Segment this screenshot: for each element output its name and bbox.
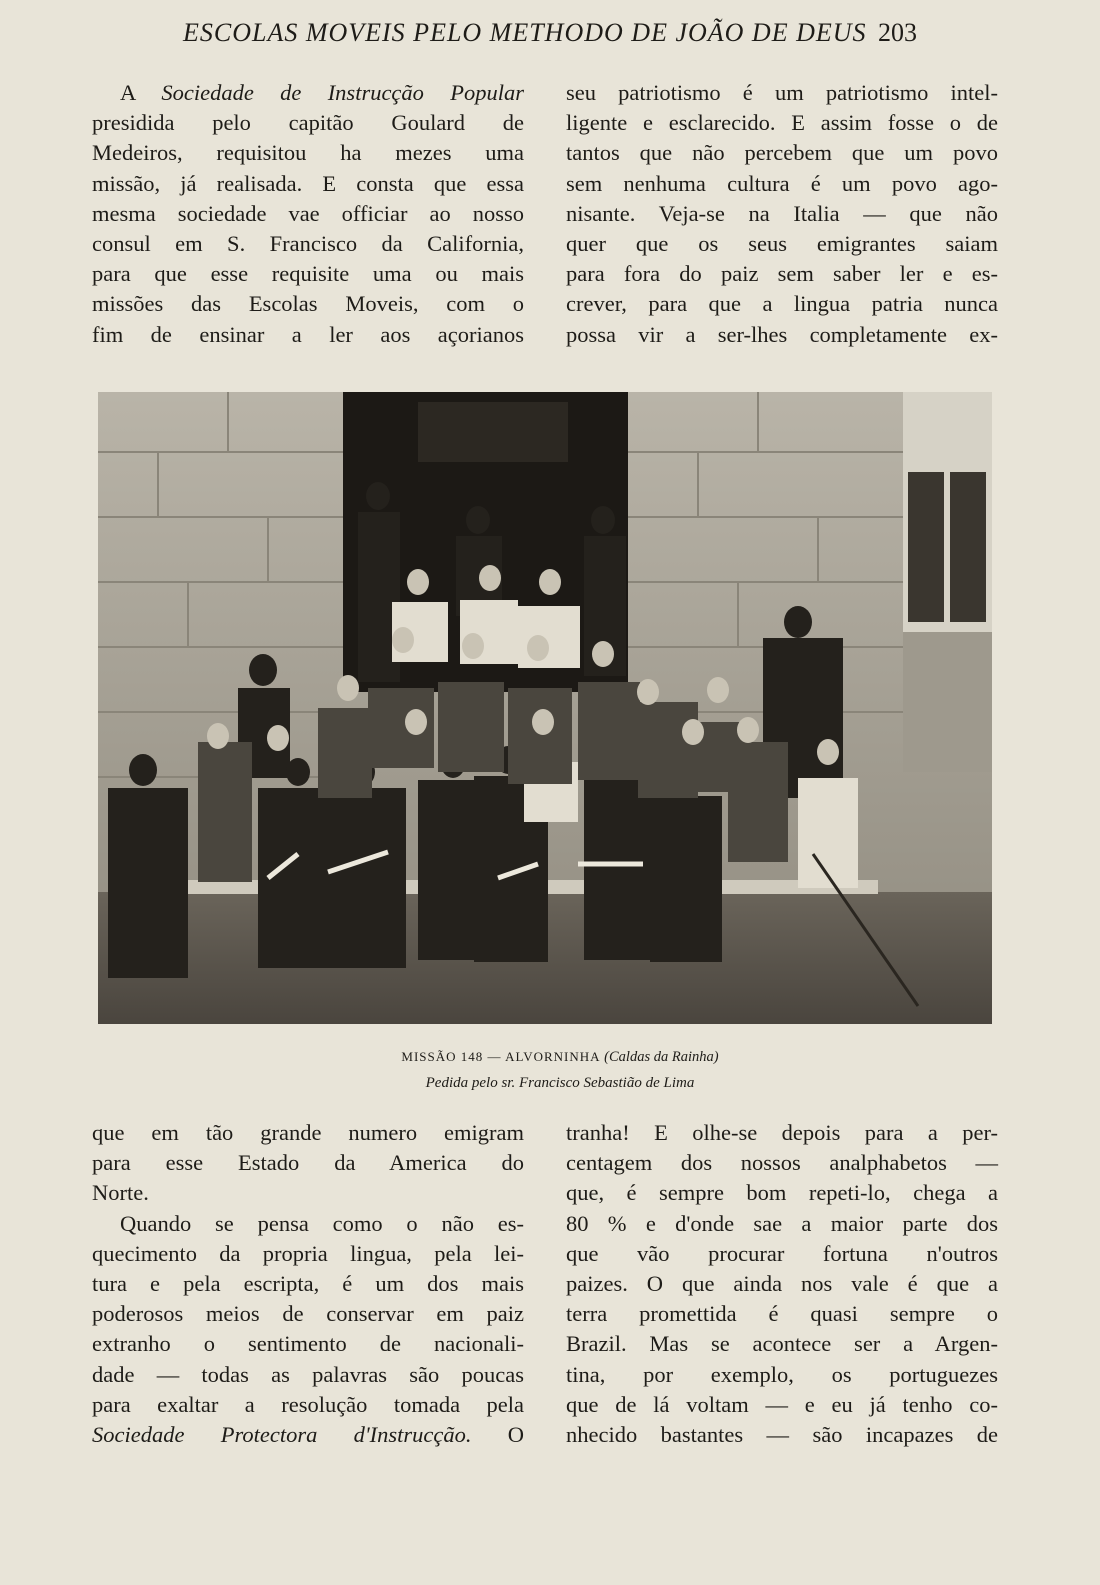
paragraph-line: seu patriotismo é um patriotismo intel- <box>566 80 998 105</box>
paragraph-line: dade — todas as palavras são poucas <box>92 1361 524 1387</box>
paragraph-line <box>92 78 524 108</box>
paragraph-line: que, é sempre bom repeti-lo, chega a <box>566 1180 998 1206</box>
paragraph-line: que de lá voltam — e eu já tenho co- <box>566 1391 998 1417</box>
paragraph-line: ligente e esclarecido. E assim fosse o de <box>566 110 998 136</box>
paragraph-line: missão, já realisada. E consta que essa <box>92 170 524 196</box>
running-header <box>90 18 1010 58</box>
paragraph-line: crever, para que a lingua patria nunca <box>566 291 998 317</box>
paragraph-line: poderosos meios de conservar em paiz <box>92 1301 524 1327</box>
paragraph-line <box>92 1420 524 1450</box>
paragraph-line: possa vir a ser-lhes completamente ex- <box>566 321 998 347</box>
paragraph-line: extranho o sentimento de nacionali- <box>92 1331 524 1357</box>
column-top-right <box>566 78 998 350</box>
group-photo-icon <box>98 392 992 1024</box>
paragraph-line: que em tão grande numero emigram <box>92 1120 524 1145</box>
page-number: 203 <box>878 18 918 47</box>
paragraph-line: tura e pela escripta, é um dos mais <box>92 1271 524 1297</box>
paragraph-line: nhecido bastantes — são incapazes de <box>566 1422 998 1448</box>
paragraph-line: tina, por exemplo, os portuguezes <box>566 1361 998 1387</box>
column-bottom-left <box>92 1118 524 1450</box>
paragraph-line: tranha! E olhe-se depois para a per- <box>566 1120 998 1145</box>
paragraph-line: Norte. <box>92 1180 149 1206</box>
paragraph-line: 80 % e d'onde sae a maior parte dos <box>566 1210 998 1236</box>
paragraph-line: consul em S. Francisco da California, <box>92 231 524 257</box>
paragraph-line: terra promettida é quasi sempre o <box>566 1301 998 1327</box>
caption-line-2: Pedida pelo sr. Francisco Sebastião de Lima <box>425 1075 695 1091</box>
paragraph-line: missões das Escolas Moveis, com o <box>92 291 524 317</box>
running-title: ESCOLAS MOVEIS PELO METHODO DE JOÃO DE DEUS <box>182 18 867 47</box>
paragraph-line: centagem dos nossos analphabetos — <box>566 1150 998 1176</box>
paragraph-line: Brazil. Mas se acontece ser a Argen- <box>566 1331 998 1357</box>
paragraph-line: para exaltar a resolução tomada pela <box>92 1391 524 1417</box>
paragraph-line: nisante. Veja-se na Italia — que não <box>566 200 998 226</box>
column-top-left <box>92 78 524 350</box>
column-bottom-right <box>566 1118 998 1450</box>
mission-label: MISSÃO 148 — ALVORNINHA <box>401 1049 601 1064</box>
paragraph-line: para fora do paiz sem saber ler e es- <box>566 261 998 287</box>
line-tail: O <box>471 1422 525 1448</box>
line-prefix: A <box>120 80 162 105</box>
paragraph-line: quer que os seus emigrantes saiam <box>566 231 998 257</box>
paragraph-line: tantos que não percebem que um povo <box>566 140 998 166</box>
paragraph-line: quecimento da propria lingua, pela lei- <box>92 1240 524 1266</box>
paragraph-line: para esse Estado da America do <box>92 1150 524 1176</box>
society-name: Sociedade Protectora d'Instrucção. <box>92 1422 472 1448</box>
caption-line-1 <box>200 1044 920 1070</box>
paragraph-line: paizes. O que ainda nos vale é que a <box>566 1271 998 1297</box>
society-name: Sociedade de Instrucção Popular <box>161 80 524 105</box>
group-photo <box>98 392 992 1024</box>
paragraph-line: mesma sociedade vae officiar ao nosso <box>92 200 524 226</box>
paragraph-line: fim de ensinar a ler aos açorianos <box>92 321 524 347</box>
paragraph-line: Quando se pensa como o não es- <box>120 1210 524 1236</box>
paragraph-line: para que esse requisite uma ou mais <box>92 261 524 287</box>
mission-place: (Caldas da Rainha) <box>604 1049 719 1065</box>
paragraph-line: que vão procurar fortuna n'outros <box>566 1240 998 1266</box>
paragraph-line: sem nenhuma cultura é um povo ago- <box>566 170 998 196</box>
paragraph-line: Medeiros, requisitou ha mezes uma <box>92 140 524 166</box>
paragraph-line: presidida pelo capitão Goulard de <box>92 110 524 136</box>
